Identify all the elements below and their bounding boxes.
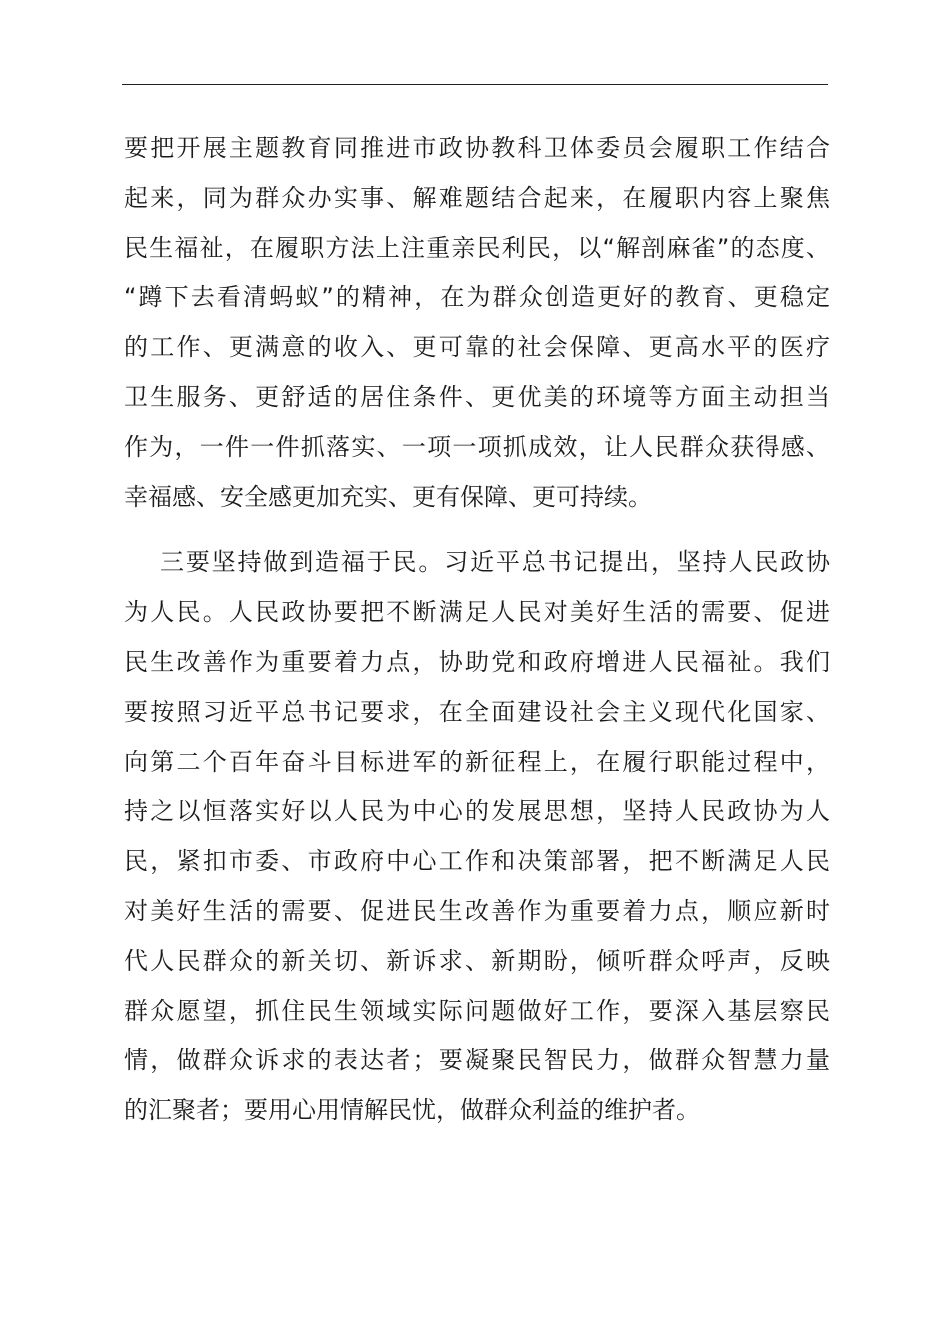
text-line: 作为，一件一件抓落实、一项一项抓成效，让人民群众获得感、 [124,432,830,461]
document-body [124,124,830,1136]
text-line: 代人民群众的新关切、新诉求、新期盼，倾听群众呼声，反映 [124,946,830,975]
text-line: 民生福祉，在履职方法上注重亲民利民，以“解剖麻雀”的态度、 [124,233,830,262]
paragraph-1 [124,124,830,522]
text-line: 为人民。人民政协要把不断满足人民对美好生活的需要、促进 [124,598,830,627]
text-line: 情，做群众诉求的表达者；要凝聚民智民力，做群众智慧力量 [124,1046,830,1075]
text-line: 民，紧扣市委、市政府中心工作和决策部署，把不断满足人民 [124,847,830,876]
text-line: 的汇聚者；要用心用情解民忧，做群众利益的维护者。 [124,1096,700,1125]
header-rule [122,84,828,85]
text-line: 持之以恒落实好以人民为中心的发展思想，坚持人民政协为人 [124,797,830,826]
text-line: 三要坚持做到造福于民。习近平总书记提出，坚持人民政协 [160,548,830,577]
text-line: 卫生服务、更舒适的居住条件、更优美的环境等方面主动担当 [124,382,830,411]
text-line: 要把开展主题教育同推进市政协教科卫体委员会履职工作结合 [124,134,830,162]
text-line: 向第二个百年奋斗目标进军的新征程上，在履行职能过程中， [124,747,830,776]
text-line: 的工作、更满意的收入、更可靠的社会保障、更高水平的医疗 [124,333,830,362]
text-line: 群众愿望，抓住民生领域实际问题做好工作，要深入基层察民 [124,996,830,1025]
paragraph-spacer [124,522,830,538]
text-line: 幸福感、安全感更加充实、更有保障、更可持续。 [124,482,652,511]
text-line: 要按照习近平总书记要求，在全面建设社会主义现代化国家、 [124,697,830,726]
text-line: “蹲下去看清蚂蚁”的精神，在为群众创造更好的教育、更稳定 [124,283,830,312]
text-line: 民生改善作为重要着力点，协助党和政府增进人民福祉。我们 [124,647,830,676]
text-line: 对美好生活的需要、促进民生改善作为重要着力点，顺应新时 [124,896,830,925]
text-line: 起来，同为群众办实事、解难题结合起来，在履职内容上聚焦 [124,183,830,212]
paragraph-2 [124,538,830,1136]
